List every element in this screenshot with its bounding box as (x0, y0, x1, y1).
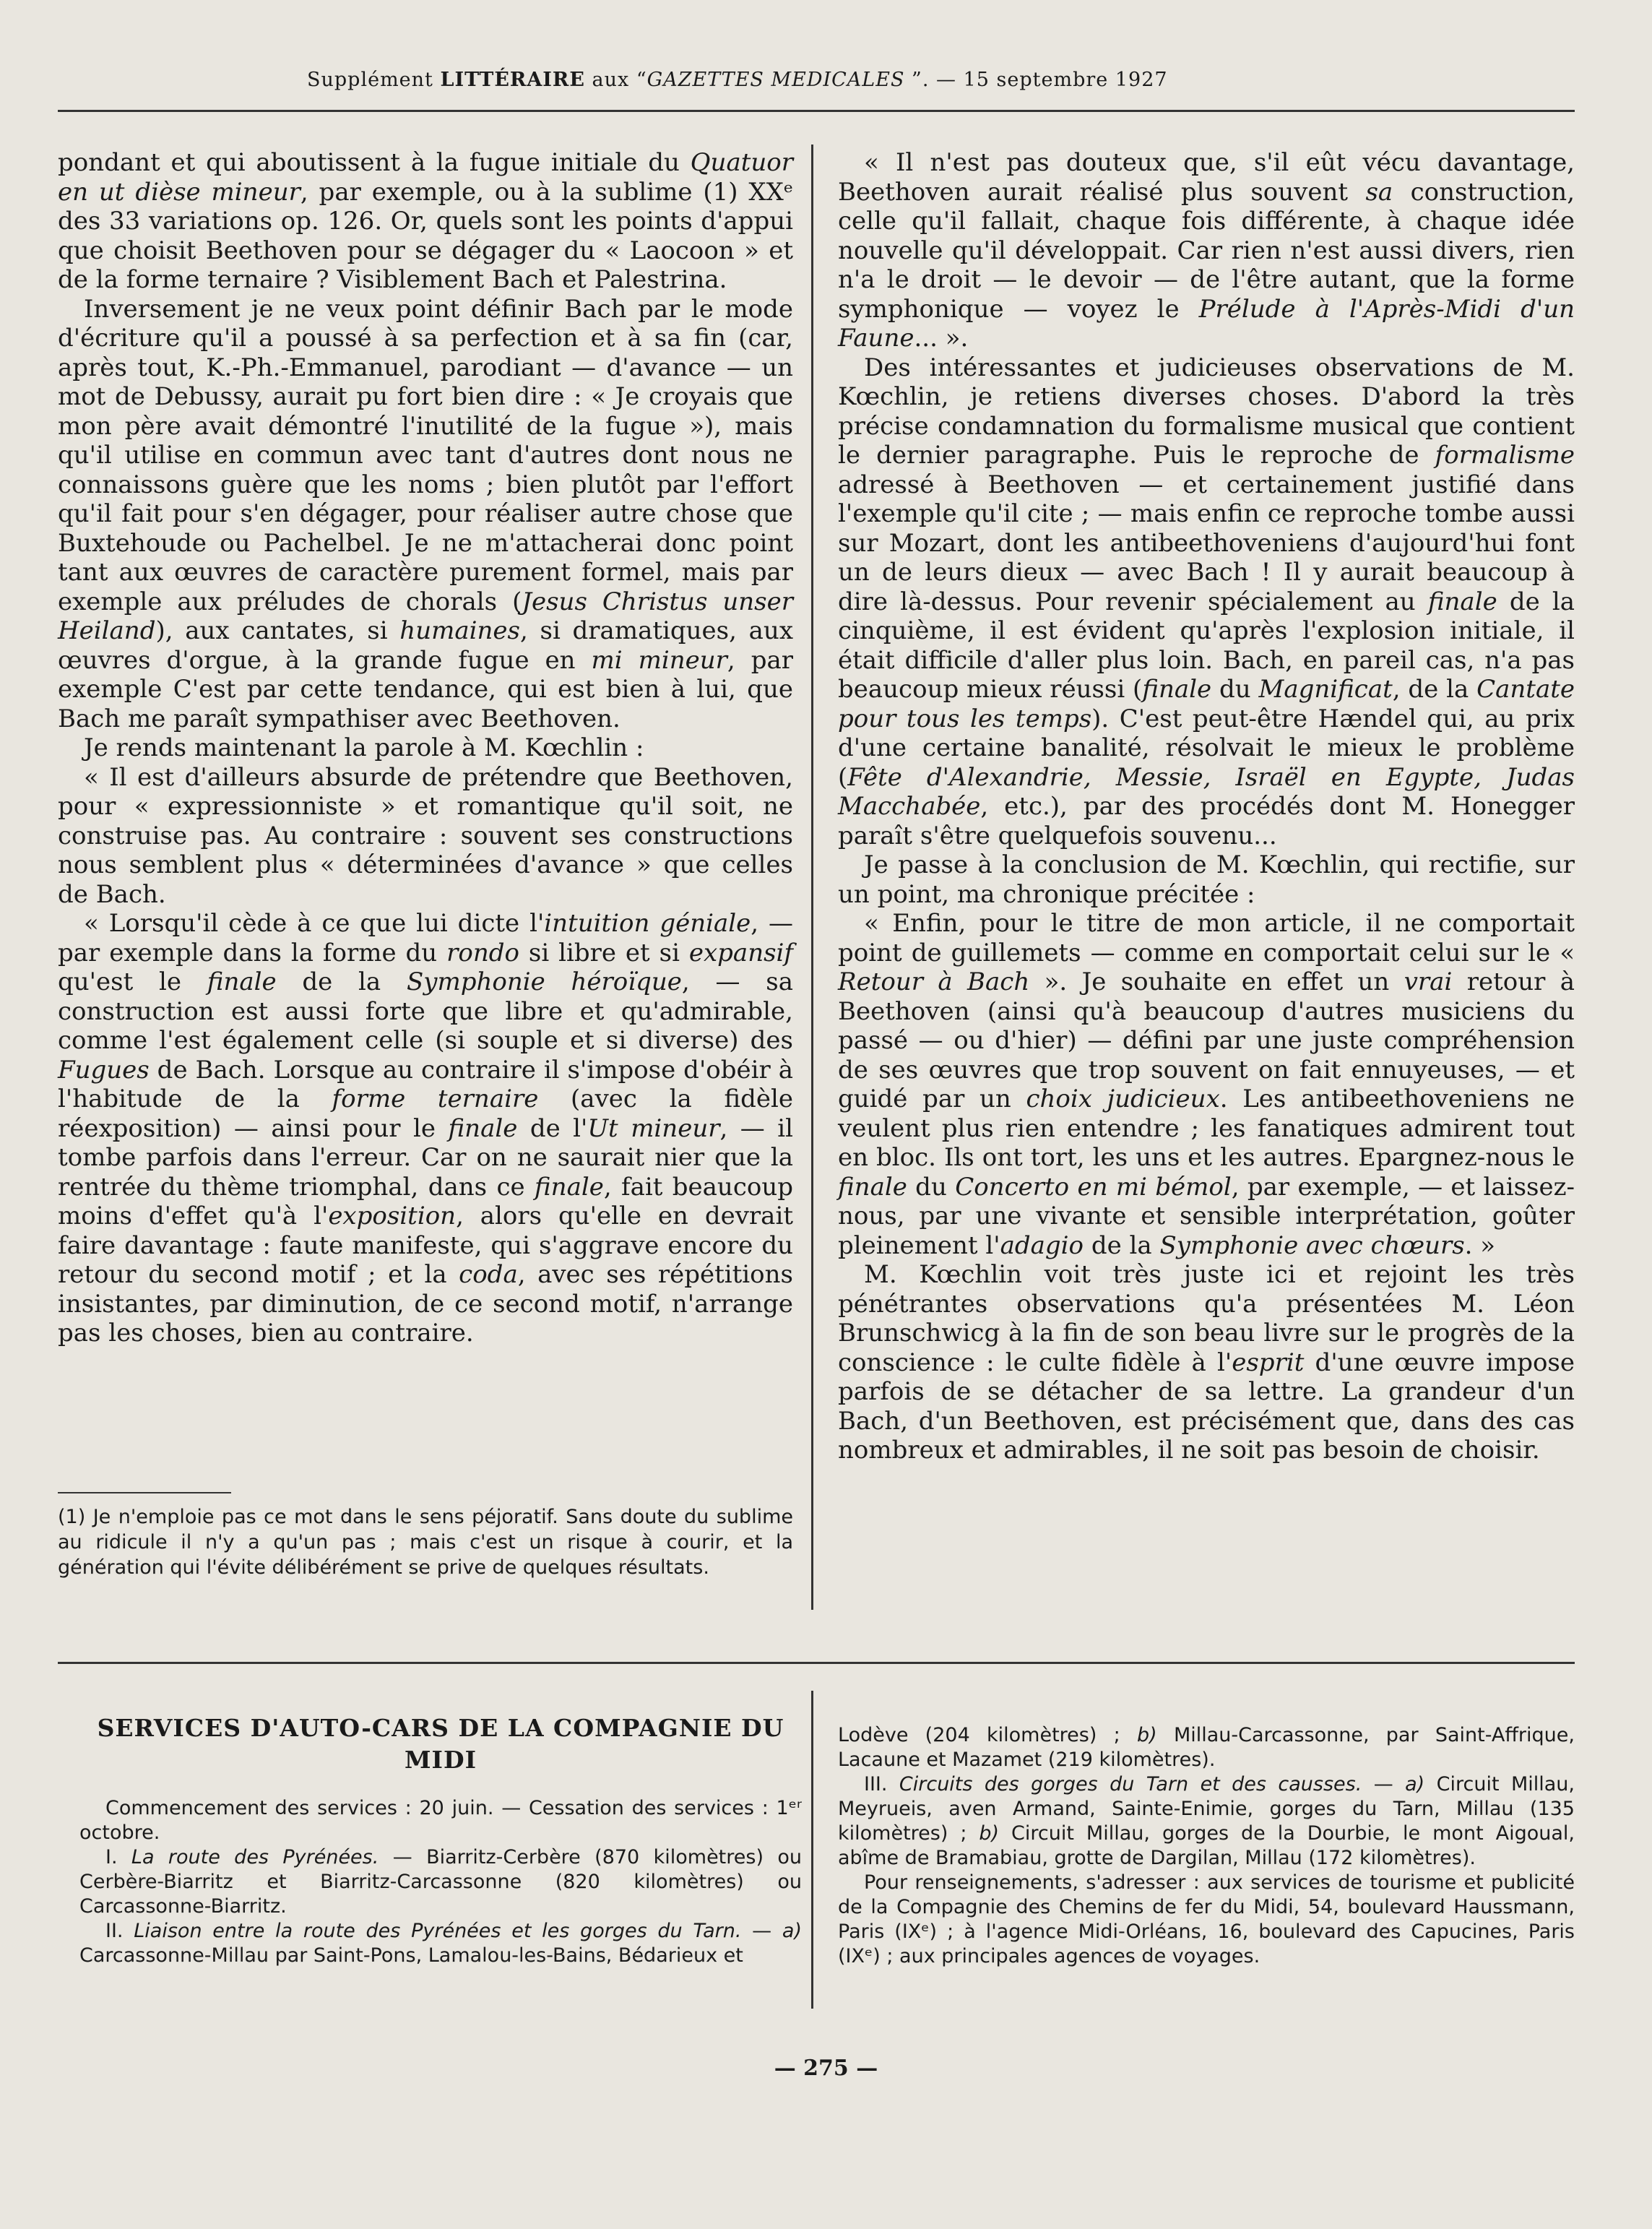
paragraph: Je rends maintenant la parole à M. Kœchlin : (84, 733, 644, 762)
italic-run: Liaison entre la route des Pyrénées et les gorges du Tarn. (134, 1920, 742, 1942)
italic-run: choix judicieux (1026, 1085, 1220, 1113)
italic-run: a) (782, 1920, 803, 1942)
italic-run: Retour à Bach (838, 967, 1030, 996)
paragraph: Pour renseignements, s'adresser : aux services de tourisme et publicité de la Compagnie des Chemins de fer du Midi, 54, boulevard Haussmann, Paris (IXᵉ) ; à l'agence Midi-Orléans, 16, boulevard des Capucines, Paris (IXᵉ) ; aux principales agences de voyages. (838, 1871, 1575, 1967)
italic-run: expansif (688, 938, 794, 967)
paragraph: pondant et qui aboutissent à la fugue initiale du Quatuor en ut dièse mineur, par exemple, ou à la sublime (1) XXᵉ des 33 variations op. 126. Or, quels sont les points d'appui que choisit Beethoven pour se dégager du « Laocoon » et de la forme ternaire ? Visiblement Bach et Palestrina. (58, 148, 793, 294)
italic-run: finale (1142, 675, 1212, 704)
italic-run: Magnificat (1258, 675, 1393, 704)
paragraph: Lodève (204 kilomètres) ; b) Millau-Carcassonne, par Saint-Affrique, Lacaune et Mazamet (219 kilomètres). (838, 1724, 1575, 1771)
header-journal: GAZETTES MEDICALES (646, 69, 905, 91)
paragraph: Inversement je ne veux point définir Bach par le mode d'écriture qu'il a poussé à sa perfection et à sa fin (car, après tout, K.-Ph.-Emmanuel, parodiant — d'avance — un mot de Debussy, aurait pu fort bien dire : « Je croyais que mon père avait démontré l'inutilité de la fugue »), mais qu'il utilise en commun avec tant d'autres dont nous ne connaissons guère que les noms ; bien plutôt par l'effort qu'il fait pour s'en dégager, pour réaliser autre chose que Buxtehoude ou Pachelbel. Je ne m'attacherai donc point tant aux œuvres de caractère purement formel, mais par exemple aux préludes de chorals (Jesus Christus unser Heiland), aux cantates, si humaines, si dramatiques, aux œuvres d'orgue, à la grande fugue en mi mineur, par exemple C'est par cette tendance, qui est bien à lui, que Bach me paraît sympathiser avec Beethoven. (58, 294, 793, 733)
italic-run: finale (448, 1113, 518, 1143)
italic-run: rondo (446, 938, 519, 967)
footnote: (1) Je n'emploie pas ce mot dans le sens péjoratif. Sans doute du sublime au ridicule il n'y a qu'un pas ; mais c'est un risque à courir, et la génération qui l'évite délibérément se prive de quelques résultats. (58, 1506, 793, 1579)
header-date: ”. — 15 septembre 1927 (912, 69, 1168, 91)
running-header (307, 69, 1347, 91)
paragraph: Des intéressantes et judicieuses observations de M. Kœchlin, je retiens diverses choses. D'abord la très précise condamnation du formalisme musical que contient le dernier paragraphe. Puis le reproche de formalisme adressé à Beethoven — et certainement justifié dans l'exemple qu'il cite ; — mais enfin ce reproche tombe aussi sur Mozart, dont les antibeethoveniens d'aujourd'hui font un de leurs dieux — avec Bach ! Il y aurait beaucoup à dire là-dessus. Pour revenir spécialement au finale de la cinquième, il est évident qu'après l'explosion initiale, il était difficile d'aller plus loin. Bach, en pareil cas, n'a pas beaucoup mieux réussi (finale du Magnificat, de la Cantate pour tous les temps). C'est peut-être Hændel qui, au prix d'une certaine banalité, résolvait le mieux le problème (Fête d'Alexandrie, Messie, Israël en Egypte, Judas Macchabée, etc.), par des procédés dont M. Honegger paraît s'être quelquefois souvenu... (838, 353, 1575, 850)
header-rule (58, 110, 1575, 112)
italic-run: b) (1137, 1724, 1157, 1746)
paragraph: Commencement des services : 20 juin. — Cessation des services : 1ᵉʳ octobre. (79, 1797, 802, 1844)
right-column (838, 148, 1575, 1465)
page-number: — 275 — (774, 2056, 878, 2081)
column-divider (811, 145, 813, 1610)
italic-run: formalisme (1435, 441, 1575, 470)
italic-run: forme ternaire (332, 1085, 539, 1113)
footnote-rule (58, 1492, 231, 1493)
italic-run: vrai (1404, 967, 1453, 996)
paragraph: « Lorsqu'il cède à ce que lui dicte l'intuition géniale, — par exemple dans la forme du rondo si libre et si expansif qu'est le finale de la Symphonie héroïque, — sa construction est aussi forte que libre et qu'admirable, comme l'est également celle (si souple et si diverse) des Fugues de Bach. Lorsque au contraire il s'impose d'obéir à l'habitude de la forme ternaire (avec la fidèle réexposition) — ainsi pour le finale de l'Ut mineur, — il tombe parfois dans l'erreur. Car on ne saurait nier que la rentrée du thème triomphal, dans ce finale, fait beaucoup moins d'effet qu'à l'exposition, alors qu'elle en devrait faire davantage : faute manifeste, qui s'aggrave encore du retour du second motif ; et la coda, avec ses répétitions insistantes, par diminution, de ce second motif, n'arrange pas les choses, bien au contraire. (58, 909, 794, 1348)
italic-run: finale (207, 967, 277, 996)
paragraph: III. Circuits des gorges du Tarn et des causses. — a) Circuit Millau, Meyrueis, aven Armand, Sainte-Enimie, gorges du Tarn, Millau (135 kilomètres) ; b) Circuit Millau, gorges de la Dourbie, le mont Aigoual, abîme de Bramabiau, grotte de Dargilan, Millau (172 kilomètres). (838, 1773, 1575, 1869)
italic-run: Fête d'Alexandrie, Messie, Israël en Egypte, Judas Macchabée (838, 762, 1575, 821)
paragraph: « Il n'est pas douteux que, s'il eût vécu davantage, Beethoven aurait réalisé plus souvent sa construction, celle qu'il fallait, chaque fois différente, à chaque idée nouvelle qu'il développait. Car rien n'est aussi divers, rien n'a le droit — le devoir — de l'être autant, que la forme symphonique — voyez le Prélude à l'Après-Midi d'un Faune... ». (838, 148, 1575, 353)
notice-left-body (79, 1796, 802, 1968)
italic-run: coda (459, 1260, 518, 1289)
left-column (58, 148, 793, 1348)
italic-run: a) (1405, 1773, 1425, 1795)
italic-run: sa (1365, 177, 1393, 207)
italic-run: Cantate pour tous les temps (838, 675, 1575, 733)
notice-title: SERVICES D'AUTO-CARS DE LA COMPAGNIE DU MIDI (97, 1714, 784, 1774)
italic-run: b) (979, 1822, 1000, 1845)
paragraph: M. Kœchlin voit très juste ici et rejoint les très pénétrantes observations qu'a présentées M. Léon Brunschwicg à la fin de son beau livre sur le progrès de la conscience : le culte fidèle à l'esprit d'une œuvre impose parfois de se détacher de sa lettre. La grandeur d'un Bach, d'un Beethoven, est précisément que, dans des cas nombreux et admirables, il ne soit pas besoin de choisir. (838, 1260, 1575, 1465)
italic-run: Ut mineur (587, 1113, 720, 1143)
notice-left-column (79, 1712, 802, 1968)
paragraph: Je passe à la conclusion de M. Kœchlin, qui rectifie, sur un point, ma chronique précitée : (838, 850, 1575, 909)
notice-right-column (838, 1723, 1575, 1969)
italic-run: finale (1427, 587, 1497, 616)
italic-run: Symphonie héroïque (406, 967, 682, 996)
paragraph: I. La route des Pyrénées. — Biarritz-Cerbère (870 kilomètres) ou Cerbère-Biarritz et Biarritz-Carcassonne (820 kilomètres) ou Carcassonne-Biarritz. (79, 1846, 802, 1918)
italic-run: exposition (328, 1202, 457, 1230)
paragraph: « Il est d'ailleurs absurde de prétendre que Beethoven, pour « expressionniste » et romantique qu'il soit, ne construise pas. Au contraire : souvent ses constructions nous semblent plus « déterminées d'avance » que celles de Bach. (58, 762, 793, 909)
italic-run: Concerto en mi bémol (955, 1172, 1232, 1202)
italic-run: Quatuor en ut dièse mineur (58, 148, 793, 207)
italic-run: esprit (1232, 1348, 1305, 1377)
italic-run: intuition géniale (544, 909, 751, 938)
italic-run: Symphonie avec chœurs (1159, 1230, 1465, 1260)
header-aux: aux “ (592, 69, 647, 91)
notice-divider (811, 1691, 813, 2009)
italic-run: finale (535, 1172, 604, 1202)
italic-run: finale (838, 1172, 907, 1202)
italic-run: La route des Pyrénées. (131, 1846, 379, 1868)
italic-run: Jesus Christus unser Heiland (58, 587, 793, 645)
section-rule (58, 1662, 1575, 1664)
header-prefix: Supplément (307, 69, 433, 91)
italic-run: Prélude à l'Après-Midi d'un Faune (838, 294, 1575, 353)
paragraph: « Enfin, pour le titre de mon article, il ne comportait point de guillemets — comme en comportait celui sur le « Retour à Bach ». Je souhaite en effet un vrai retour à Beethoven (ainsi qu'à beaucoup d'autres musiciens du passé — ou d'hier) — défini par une juste compréhension de ses œuvres que trop souvent on fait ennuyeuses, — et guidé par un choix judicieux. Les antibeethoveniens ne veulent plus rien entendre ; les fanatiques admirent tout en bloc. Ils ont tort, les uns et les autres. Epargnez-nous le finale du Concerto en mi bémol, par exemple, — et laissez-nous, par une vivante et sensible interprétation, goûter pleinement l'adagio de la Symphonie avec chœurs. » (838, 909, 1575, 1260)
header-emph: LITTÉRAIRE (440, 69, 585, 91)
italic-run: humaines (399, 616, 520, 645)
italic-run: mi mineur (591, 645, 727, 675)
italic-run: adagio (1000, 1230, 1084, 1260)
italic-run: Circuits des gorges du Tarn et des causses. (899, 1773, 1362, 1795)
italic-run: Fugues (58, 1055, 150, 1085)
paragraph: II. Liaison entre la route des Pyrénées et les gorges du Tarn. — a) Carcassonne-Millau par Saint-Pons, Lamalou-les-Bains, Bédarieux et (79, 1920, 803, 1967)
